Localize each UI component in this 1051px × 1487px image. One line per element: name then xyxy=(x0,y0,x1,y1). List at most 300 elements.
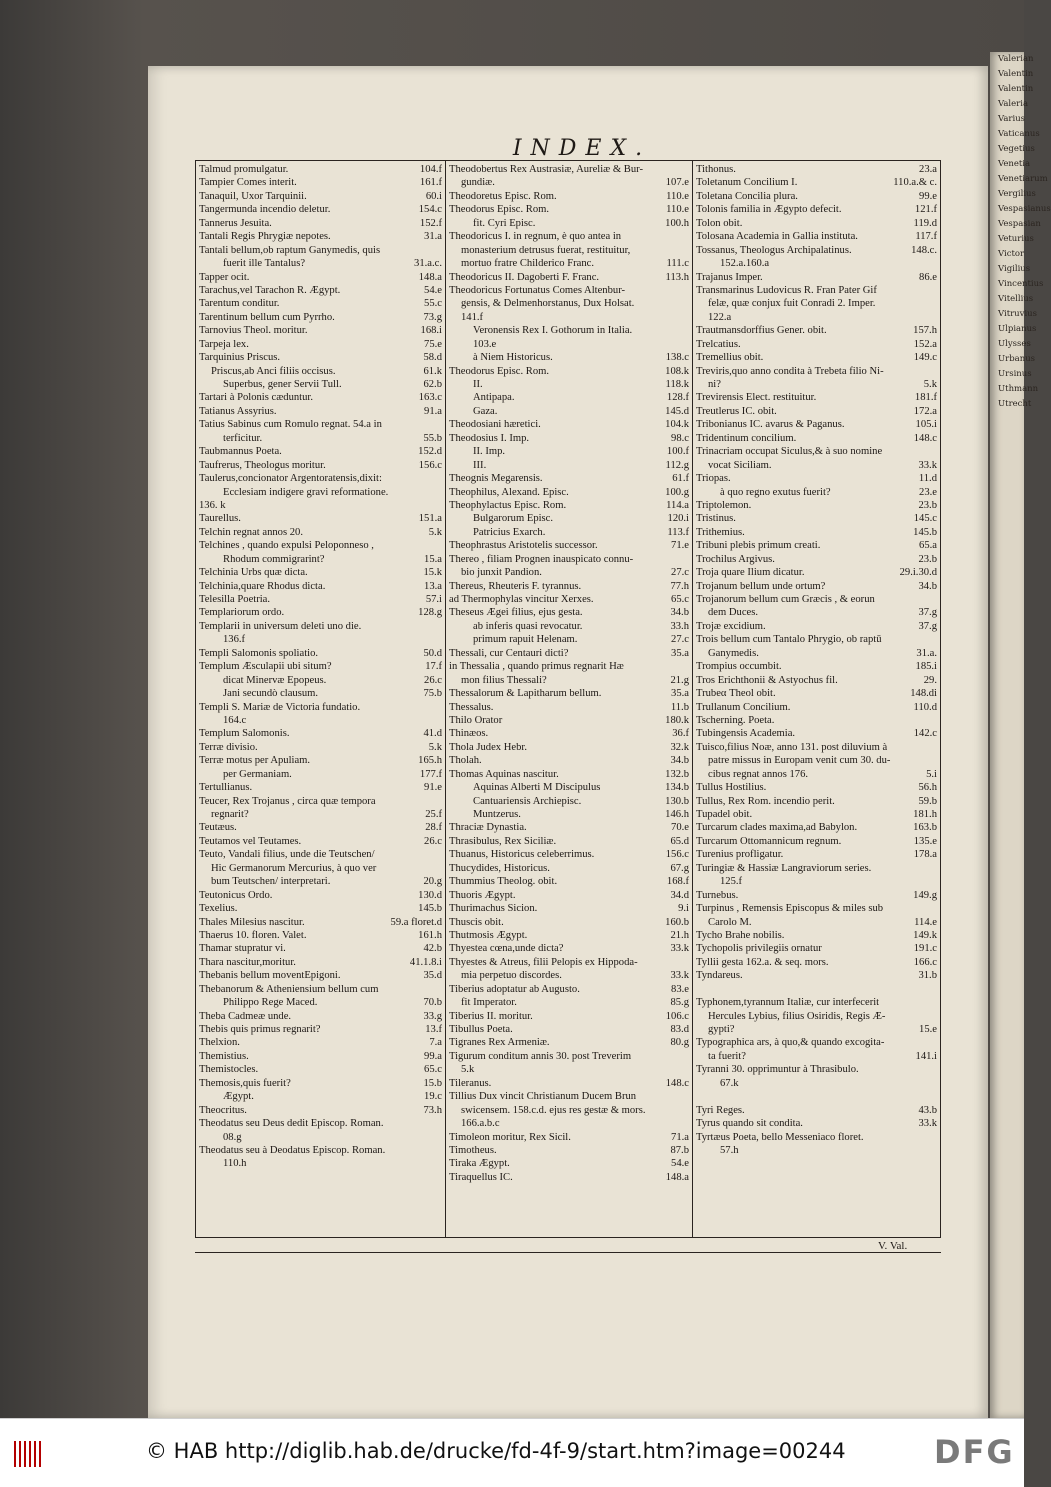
index-entry-term: Trojæ excidium. xyxy=(696,620,766,632)
index-entry-term: gundiæ. xyxy=(461,177,495,189)
index-entry xyxy=(449,701,689,714)
index-entry-page-ref: 73.g xyxy=(423,311,442,323)
index-entry-term: gypti? xyxy=(708,1024,735,1035)
index-entry-page-ref: 5.i xyxy=(926,768,937,780)
index-entry-term: Tolonis familia in Ægypto defecit. xyxy=(696,204,842,216)
index-entry xyxy=(199,486,442,499)
index-entry xyxy=(199,754,442,767)
index-entry-page-ref: 15.b xyxy=(423,1077,442,1089)
adjacent-page-fragment: Vitruvius xyxy=(998,309,1038,319)
index-entry-term: Thinæos. xyxy=(449,728,489,740)
index-entry xyxy=(449,418,689,431)
index-entry-term: patre missus in Europam venit cum 30. du- xyxy=(708,755,891,767)
index-entry xyxy=(449,983,689,996)
index-entry-term: Thuscis obit. xyxy=(449,916,504,928)
index-entry xyxy=(449,445,689,458)
index-entry xyxy=(696,432,937,445)
index-entry-term: Tychopolis privilegiis ornatur xyxy=(696,943,822,955)
hab-logo-icon[interactable] xyxy=(14,1441,44,1467)
index-entry-page-ref: 145.c xyxy=(913,513,937,525)
adjacent-page-fragment: Valeria xyxy=(998,99,1029,109)
index-entry-term: Telchinia Urbs quæ dicta. xyxy=(199,567,308,579)
index-entry-term: Trompius occumbit. xyxy=(696,661,782,673)
index-entry-page-ref: 118.k xyxy=(665,379,689,390)
index-entry-page-ref: 37.g xyxy=(918,607,937,619)
index-entry-page-ref: 156.c xyxy=(665,849,689,861)
index-entry-term: in Thessalia , quando primus regnarit Hæ xyxy=(449,661,624,673)
index-entry xyxy=(449,647,689,660)
index-entry xyxy=(696,835,937,848)
index-entry xyxy=(199,956,442,969)
index-entry xyxy=(696,499,937,512)
index-entry-term: Talmud promulgatur. xyxy=(199,164,289,175)
index-entry-term: Trevirensis Elect. restituitur. xyxy=(696,392,817,404)
index-entry-term: Tibullus Poeta. xyxy=(449,1024,513,1035)
index-entry xyxy=(449,1104,689,1117)
index-entry xyxy=(199,727,442,740)
index-entry xyxy=(199,190,442,203)
index-entry-term: Tscherning. Poeta. xyxy=(696,714,775,726)
index-entry xyxy=(449,499,689,512)
index-entry xyxy=(696,821,937,834)
index-entry xyxy=(696,1117,937,1130)
index-entry-term: Thyestes & Atreus, filii Pelopis ex Hippoda- xyxy=(449,956,638,968)
index-entry-term: Thuoris Ægypt. xyxy=(449,889,516,901)
index-entry-page-ref: 106.c xyxy=(665,1010,689,1022)
index-entry-page-ref: 57.i xyxy=(425,594,442,605)
index-entry-page-ref: 65.d xyxy=(670,835,689,847)
index-entry-page-ref: 21.g xyxy=(670,674,689,686)
index-entry-page-ref: 33.k xyxy=(670,943,689,955)
index-entry xyxy=(449,459,689,472)
index-entry-page-ref: 70.b xyxy=(423,997,442,1009)
index-entry-term: Jani secundò clausum. xyxy=(223,688,319,700)
index-entry-page-ref: 160.b xyxy=(665,916,689,928)
index-entry-term: Trinacriam occupat Siculus,& à suo nomine xyxy=(696,446,883,458)
index-entry-term: Terræ divisio. xyxy=(199,741,258,753)
index-entry xyxy=(199,297,442,310)
index-entry-page-ref: 41.1.8.i xyxy=(409,956,442,968)
adjacent-page-fragment: Urbanus xyxy=(998,354,1036,364)
index-entry-page-ref: 15.a xyxy=(424,553,442,565)
index-entry-page-ref: 146.h xyxy=(665,809,689,820)
index-entry-page-ref: 163.b xyxy=(913,822,937,834)
index-entry xyxy=(696,983,937,996)
index-entry-term: Tupadel obit. xyxy=(696,809,753,820)
index-entry xyxy=(696,324,937,337)
index-entry-term: Thessalus. xyxy=(449,701,494,713)
index-entry-term: Thummius Theolog. obit. xyxy=(449,876,558,888)
index-entry-term: Trubeα Theol obit. xyxy=(696,688,776,700)
index-entry-page-ref: 58.d xyxy=(423,352,442,364)
index-entry xyxy=(696,1104,937,1117)
index-entry-term: ad Thermophylas vincitur Xerxes. xyxy=(449,594,594,605)
index-entry-term: Tribonianus IC. avarus & Paganus. xyxy=(696,419,845,431)
index-entry-term: Texelius. xyxy=(199,903,238,915)
running-head: INDEX. xyxy=(512,136,652,161)
index-entry xyxy=(696,539,937,552)
index-entry xyxy=(199,835,442,848)
adjacent-page-fragment: Ulysses xyxy=(998,339,1031,349)
index-entry-term: 110.h xyxy=(223,1158,247,1170)
index-entry-term: Thraciæ Dynastia. xyxy=(449,822,527,834)
index-entry-term: per Germaniam. xyxy=(223,768,292,780)
index-entry-term: Triopas. xyxy=(696,473,731,485)
index-entry xyxy=(199,539,442,552)
index-entry-term: Templi S. Mariæ de Victoria fundatio. xyxy=(199,701,361,713)
index-entry-term: Templum Æsculapii ubi situm? xyxy=(199,661,332,673)
index-entry-page-ref: 23.a xyxy=(919,164,937,175)
index-entry-term: Thebanorum & Atheniensium bellum cum xyxy=(199,983,379,995)
index-entry-term: Theodosiani hæretici. xyxy=(449,419,541,431)
index-entry-term: Theodosius I. Imp. xyxy=(449,432,530,444)
index-entry xyxy=(696,714,937,727)
index-entry xyxy=(199,701,442,714)
index-entry xyxy=(449,1063,689,1076)
index-entry xyxy=(199,1117,442,1130)
index-entry-term: Thutmosis Ægypt. xyxy=(449,929,528,941)
index-entry xyxy=(696,1090,937,1103)
adjacent-page-fragment: Venetia xyxy=(998,159,1031,169)
index-entry-page-ref: 21.h xyxy=(670,929,689,941)
index-entry xyxy=(696,459,937,472)
index-entry-page-ref: 23.e xyxy=(919,486,937,498)
index-entry xyxy=(199,983,442,996)
index-entry-page-ref: 148.c. xyxy=(911,244,937,256)
index-entry-term: Veronensis Rex I. Gothorum in Italia. xyxy=(473,325,633,337)
index-entry-page-ref: 114.e xyxy=(914,916,937,928)
index-entry xyxy=(449,606,689,619)
index-entry xyxy=(696,512,937,525)
index-entry xyxy=(449,257,689,270)
index-entry-page-ref: 114.a xyxy=(666,499,689,511)
index-entry-term: Tros Erichthonii & Astyochus fil. xyxy=(696,674,838,686)
index-entry xyxy=(696,647,937,660)
index-entry-term: Tribuni plebis primum creati. xyxy=(696,540,821,552)
index-entry-term: Tiberius II. moritur. xyxy=(449,1010,533,1022)
index-entry xyxy=(199,768,442,781)
index-entry xyxy=(449,217,689,230)
index-entry-term: Thessalorum & Lapitharum bellum. xyxy=(449,688,602,700)
index-entry xyxy=(199,969,442,982)
index-entry-page-ref: 5.k xyxy=(428,526,442,538)
index-entry xyxy=(696,942,937,955)
index-entry-page-ref: 83.d xyxy=(670,1024,689,1035)
index-entry xyxy=(449,351,689,364)
index-entry-page-ref: 121.f xyxy=(914,204,937,216)
index-entry-term: fit. Cyri Episc. xyxy=(473,217,536,229)
index-entry xyxy=(199,1023,442,1036)
index-entry xyxy=(449,553,689,566)
index-entry-term: Tremellius obit. xyxy=(696,352,764,364)
index-entry-term: Turingiæ & Hassiæ Langraviorum series. xyxy=(696,862,872,874)
index-entry xyxy=(696,727,937,740)
index-entry-term: Tiberius adoptatur ab Augusto. xyxy=(449,983,580,995)
index-entry xyxy=(449,687,689,700)
index-entry-term: Trojanum bellum unde ortum? xyxy=(696,580,826,592)
index-entry-term: Hic Germanorum Mercurius, à quo ver xyxy=(211,862,377,874)
index-entry-page-ref: 5.k xyxy=(428,741,442,753)
index-entry xyxy=(449,808,689,821)
index-entry xyxy=(449,1077,689,1090)
index-entry xyxy=(696,405,937,418)
index-entry-page-ref: 100.h xyxy=(665,217,689,229)
index-entry-page-ref: 37.g xyxy=(918,620,937,632)
index-entry-page-ref: 178.a xyxy=(913,849,937,861)
index-entry-term: Thucydides, Historicus. xyxy=(449,862,550,874)
index-entry xyxy=(696,230,937,243)
index-entry-term: Trautmansdorffius Gener. obit. xyxy=(696,325,827,337)
index-entry-page-ref: 23.b xyxy=(918,553,937,565)
index-entry-term: Hercules Lybius, filius Osiridis, Regis Æ- xyxy=(708,1010,886,1022)
index-entry xyxy=(696,660,937,673)
index-entry-page-ref: 31.b xyxy=(918,970,937,982)
index-entry-page-ref: 26.c xyxy=(424,835,442,847)
index-entry-page-ref: 105.i xyxy=(915,419,937,431)
index-entry-term: Ganymedis. xyxy=(708,647,759,659)
index-entry-term: Tanaquil, Uxor Tarquinii. xyxy=(199,190,307,202)
index-entry xyxy=(696,795,937,808)
index-entry-page-ref: 181.h xyxy=(913,809,937,820)
index-entry-term: Tatius Sabinus cum Romulo regnat. 54.a in xyxy=(199,419,382,431)
index-entry xyxy=(199,1104,442,1117)
index-entry-term: Templarii in universum deleti uno die. xyxy=(199,620,362,632)
index-entry xyxy=(449,203,689,216)
index-entry-term: Tarpeja lex. xyxy=(199,338,249,350)
index-entry-term: Tantali bellum,ob raptum Ganymedis, quis xyxy=(199,244,381,256)
index-entry xyxy=(199,405,442,418)
index-entry-term: ta fuerit? xyxy=(708,1050,746,1062)
index-entry xyxy=(199,459,442,472)
index-entry-page-ref: 128.f xyxy=(666,392,689,404)
index-entry xyxy=(449,821,689,834)
index-entry-page-ref: 145.b xyxy=(418,903,442,915)
index-entry-term: II. xyxy=(473,379,483,390)
index-entry-term: Teuto, Vandali filius, unde die Teutschen/ xyxy=(199,849,375,861)
index-entry-term: Thola Judex Hebr. xyxy=(449,741,527,753)
index-entry-term: Toletana Concilia plura. xyxy=(696,190,798,202)
index-entry xyxy=(199,284,442,297)
index-entry-page-ref: 110.e xyxy=(666,204,689,216)
index-entry-page-ref: 61.k xyxy=(423,365,442,377)
index-entry-term: gensis, & Delmenhorstanus, Dux Holsat. xyxy=(461,298,635,310)
index-entry xyxy=(449,781,689,794)
index-entry-term: Thereus, Rheuteris F. tyrannus. xyxy=(449,580,582,592)
index-entry xyxy=(449,929,689,942)
index-entry-page-ref: 60.i xyxy=(425,190,442,202)
index-entry-page-ref: 26.c xyxy=(424,674,442,686)
index-entry xyxy=(449,1090,689,1103)
index-entry-term: à quo regno exutus fuerit? xyxy=(720,486,831,498)
index-entry-page-ref: 73.h xyxy=(423,1104,442,1116)
index-entry-page-ref: 61.f xyxy=(672,473,689,485)
index-entry-term: Teutonicus Ordo. xyxy=(199,889,273,901)
index-entry-term: fit Imperator. xyxy=(461,997,517,1009)
index-entry-term: primum rapuit Helenam. xyxy=(473,634,578,646)
index-entry-term: mia perpetuo discordes. xyxy=(461,970,562,982)
index-entry-page-ref: 50.d xyxy=(423,647,442,659)
index-entry-page-ref: 71.a xyxy=(671,1131,689,1143)
index-entry-page-ref: 148.c xyxy=(665,1077,689,1089)
index-entry-page-ref: 13.a xyxy=(424,580,442,592)
index-entry-term: ab inferis quasi revocatur. xyxy=(473,620,583,632)
index-entry-term: Tigurum conditum annis 30. post Treverim xyxy=(449,1050,632,1062)
index-entry-term: Tileranus. xyxy=(449,1077,492,1089)
index-entry-term: Tillius Dux vincit Christianum Ducem Brun xyxy=(449,1091,637,1103)
index-entry-term: bum Teutschen/ interpretari. xyxy=(211,876,331,888)
index-entry-term: Taubmannus Poeta. xyxy=(199,446,282,458)
index-entry xyxy=(449,996,689,1009)
index-entry xyxy=(199,1010,442,1023)
index-entry xyxy=(696,297,937,310)
index-entry-page-ref: 104.k xyxy=(665,419,689,431)
index-entry-page-ref: 98.c xyxy=(671,432,689,444)
index-entry xyxy=(199,620,442,633)
index-entry-term: 5.k xyxy=(461,1064,475,1076)
index-entry-page-ref: 156.c xyxy=(418,459,442,471)
index-entry-term: vocat Siciliam. xyxy=(708,459,772,471)
index-entry-term: Tatianus Assyrius. xyxy=(199,405,277,417)
index-entry-term: Tristinus. xyxy=(696,513,736,525)
index-entry-term: swicensem. 158.c.d. ejus res gestæ & mors. xyxy=(461,1104,646,1116)
index-entry-page-ref: 27.c xyxy=(671,567,689,579)
index-entry-page-ref: 177.f xyxy=(419,768,442,780)
index-entry xyxy=(696,862,937,875)
index-entry-page-ref: 83.e xyxy=(671,983,689,995)
index-entry xyxy=(449,486,689,499)
index-entry-term: Bulgarorum Episc. xyxy=(473,513,554,525)
index-entry xyxy=(199,660,442,673)
index-entry-page-ref: 23.b xyxy=(918,499,937,511)
index-entry-page-ref: 135.e xyxy=(913,835,937,847)
index-entry xyxy=(199,230,442,243)
index-entry xyxy=(449,378,689,391)
index-entry-page-ref: 110.e xyxy=(666,190,689,202)
index-entry xyxy=(696,741,937,754)
index-entry-page-ref: 138.c xyxy=(665,352,689,364)
index-entry xyxy=(449,580,689,593)
index-entry-term: Theognis Megarensis. xyxy=(449,473,543,485)
index-entry-term: Telchin regnat annos 20. xyxy=(199,526,303,538)
dfg-logo[interactable]: DFG xyxy=(934,1433,1015,1471)
adjacent-page-fragment: Uthmann xyxy=(998,384,1039,394)
index-entry xyxy=(696,526,937,539)
index-entry-term: Tarnovius Theol. moritur. xyxy=(199,325,308,337)
index-entry xyxy=(696,351,937,364)
index-entry-term: Tycho Brahe nobilis. xyxy=(696,929,785,941)
index-entry xyxy=(449,620,689,633)
index-entry-term: Tubingensis Academia. xyxy=(696,728,796,740)
index-entry-term: dem Duces. xyxy=(708,607,759,619)
index-entry xyxy=(449,1144,689,1157)
index-entry xyxy=(199,432,442,445)
bottom-rule xyxy=(195,1252,941,1253)
index-entry xyxy=(199,351,442,364)
index-entry-page-ref: 54.e xyxy=(671,1158,689,1170)
index-entry xyxy=(696,203,937,216)
index-entry-page-ref: 185.i xyxy=(915,661,937,673)
index-entry-term: 125.f xyxy=(720,876,743,888)
index-entry xyxy=(696,338,937,351)
index-entry-page-ref: 33.k xyxy=(670,970,689,982)
index-entry-page-ref: 35.d xyxy=(423,970,442,982)
column-rule xyxy=(445,160,446,1238)
index-entry xyxy=(449,311,689,324)
index-entry xyxy=(696,445,937,458)
index-entry xyxy=(199,512,442,525)
index-entry xyxy=(696,1010,937,1023)
index-entry-term: Trelcatius. xyxy=(696,338,741,350)
adjacent-page-fragment: Ursinus xyxy=(998,369,1032,379)
index-entry-term: Templariorum ordo. xyxy=(199,607,285,619)
index-entry-term: Tangermunda incendio deletur. xyxy=(199,204,331,216)
index-entry-term: Thaerus 10. floren. Valet. xyxy=(199,929,307,941)
index-entry xyxy=(696,606,937,619)
index-entry xyxy=(696,176,937,189)
index-entry xyxy=(449,271,689,284)
index-entry-term: Trithemius. xyxy=(696,526,745,538)
index-entry xyxy=(449,190,689,203)
index-entry xyxy=(449,297,689,310)
index-entry-term: Teutamos vel Teutames. xyxy=(199,835,302,847)
adjacent-page-fragment: Vegetius xyxy=(998,144,1035,154)
column-rule xyxy=(692,160,693,1238)
index-entry-page-ref: 99.a xyxy=(424,1050,442,1062)
index-entry-term: III. xyxy=(473,459,487,471)
index-entry-page-ref: 75.e xyxy=(424,338,442,350)
index-entry xyxy=(696,217,937,230)
index-entry-term: 152.a.160.a xyxy=(720,258,770,270)
index-entry-term: Ecclesiam indigere gravi reformatione. xyxy=(223,486,389,498)
index-entry-term: Ægypt. xyxy=(223,1091,254,1103)
adjacent-page-fragment: Vitellius xyxy=(998,294,1034,304)
index-entry-page-ref: 112.g xyxy=(665,459,689,471)
index-entry-term: Treutlerus IC. obit. xyxy=(696,405,777,417)
index-entry xyxy=(449,163,689,176)
index-entry-page-ref: 62.b xyxy=(423,379,442,390)
index-entry xyxy=(199,821,442,834)
index-entry-term: Antipapa. xyxy=(473,392,515,404)
source-url[interactable]: © HAB http://diglib.hab.de/drucke/fd-4f-9/start.htm?image=00244 xyxy=(146,1439,846,1463)
index-entry-page-ref: 31.a xyxy=(424,231,442,243)
index-entry-page-ref: 65.c xyxy=(671,594,689,605)
index-entry-term: 103.e xyxy=(473,338,497,350)
index-entry xyxy=(696,593,937,606)
index-entry-page-ref: 145.d xyxy=(665,405,689,417)
index-entry-term: Tyri Reges. xyxy=(696,1104,745,1116)
index-entry-term: Thuanus, Historicus celeberrimus. xyxy=(449,849,595,861)
index-entry xyxy=(449,714,689,727)
index-entry xyxy=(449,1171,689,1184)
index-entry xyxy=(199,1144,442,1157)
index-entry xyxy=(199,996,442,1009)
index-entry xyxy=(696,284,937,297)
index-entry-term: Theophilus, Alexand. Episc. xyxy=(449,486,569,498)
index-entry-term: Timoleon moritur, Rex Sicil. xyxy=(449,1131,571,1143)
index-entry xyxy=(696,257,937,270)
adjacent-page-fragment: Vergilius xyxy=(998,189,1036,199)
index-entry-page-ref: 181.f xyxy=(914,392,937,404)
index-entry-term: Tertullianus. xyxy=(199,782,253,794)
index-entry-page-ref: 65.a xyxy=(919,540,937,552)
index-entry-page-ref: 148.a xyxy=(418,271,442,283)
index-entry-page-ref: 165.h xyxy=(418,755,442,767)
index-entry xyxy=(449,768,689,781)
index-entry-page-ref: 33.g xyxy=(423,1010,442,1022)
index-entry-page-ref: 55.c xyxy=(424,298,442,310)
index-entry xyxy=(696,929,937,942)
index-entry xyxy=(696,1063,937,1076)
